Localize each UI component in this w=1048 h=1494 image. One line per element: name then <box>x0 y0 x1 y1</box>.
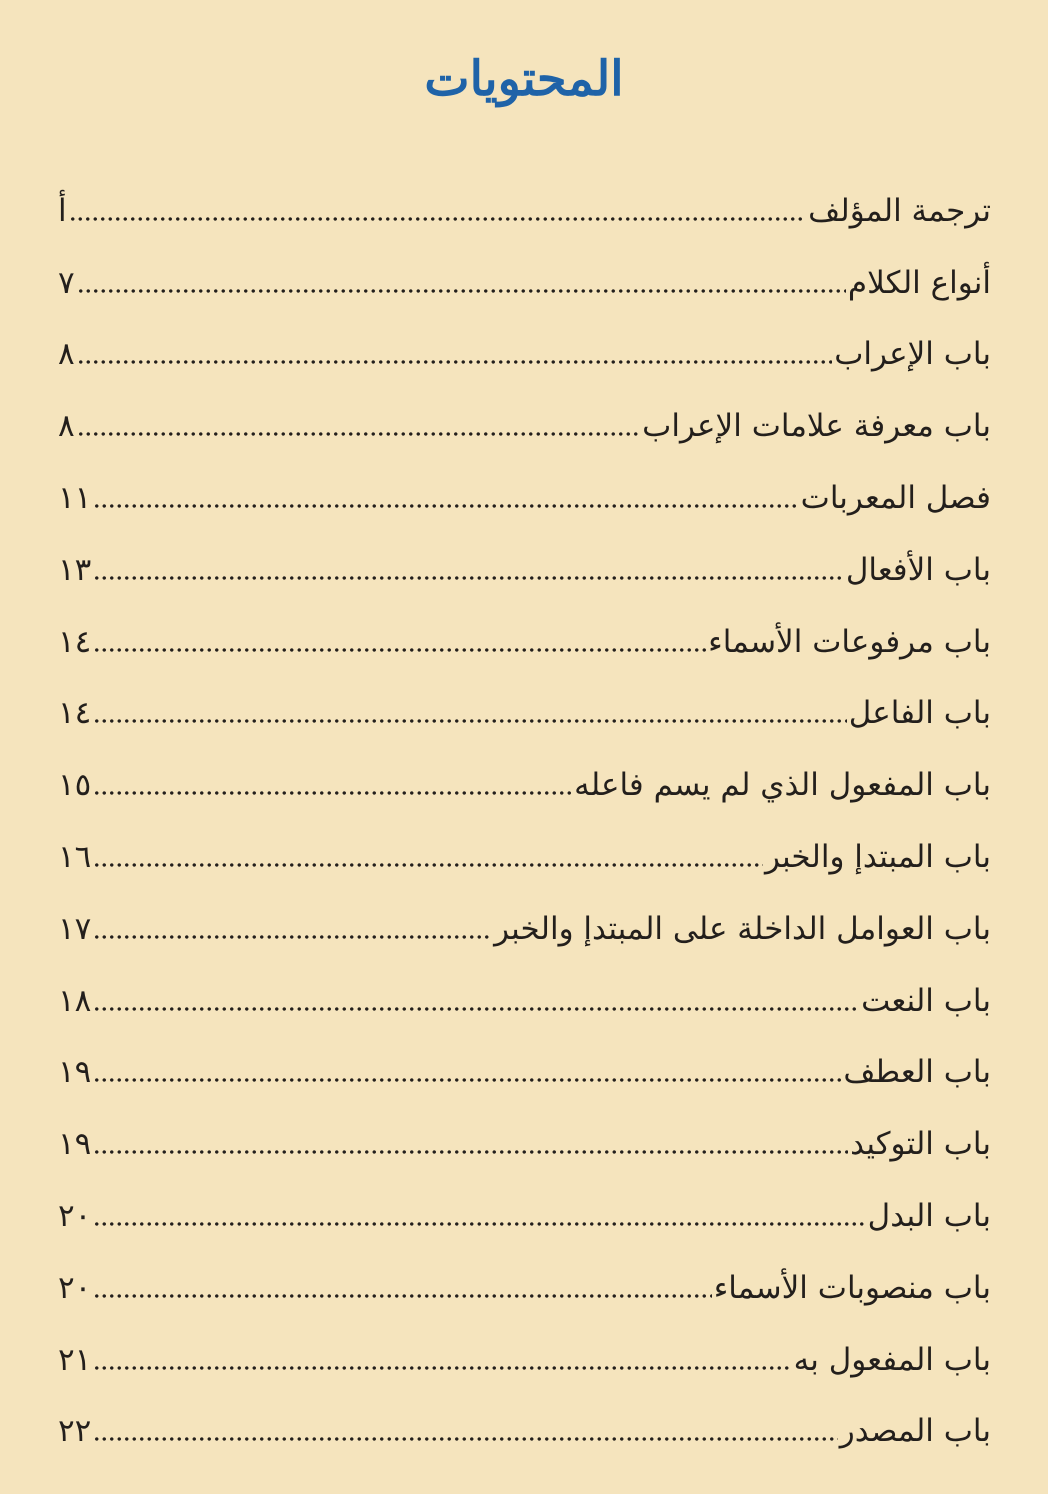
table-of-contents <box>58 175 991 1467</box>
toc-entry-page-number: ٨ <box>58 408 75 445</box>
toc-entry-page-number: ٢١ <box>58 1341 92 1378</box>
toc-entry[interactable] <box>58 319 991 391</box>
toc-entry[interactable] <box>58 390 991 462</box>
toc-entry-page-number: ٧ <box>58 264 75 301</box>
toc-entry-page-number: ١٨ <box>58 982 92 1019</box>
toc-entry-page-number: ١١ <box>58 480 92 517</box>
toc-entry[interactable] <box>58 893 991 965</box>
toc-entry-page-number: ١٣ <box>58 551 92 588</box>
toc-entry-title: باب التوكيد <box>850 1126 991 1163</box>
toc-entry[interactable] <box>58 821 991 893</box>
toc-entry-title: باب معرفة علامات الإعراب <box>642 408 991 445</box>
dot-leader <box>93 501 798 511</box>
dot-leader <box>93 932 492 942</box>
page-title: المحتويات <box>424 51 624 107</box>
dot-leader <box>93 1434 837 1444</box>
toc-entry[interactable] <box>58 1252 991 1324</box>
dot-leader <box>93 1075 841 1085</box>
toc-entry[interactable] <box>58 606 991 678</box>
dot-leader <box>77 286 846 296</box>
toc-entry-title: باب المفعول الذي لم يسم فاعله <box>574 767 991 804</box>
dot-leader <box>93 1291 711 1301</box>
toc-entry[interactable] <box>58 1037 991 1109</box>
toc-entry[interactable] <box>58 749 991 821</box>
dot-leader <box>77 357 833 367</box>
toc-entry-page-number: ٢٠ <box>58 1198 92 1235</box>
dot-leader <box>93 1147 848 1157</box>
toc-entry-title: أنواع الكلام <box>847 264 991 301</box>
toc-entry-title: باب الأفعال <box>845 551 991 588</box>
toc-entry-title: باب منصوبات الأسماء <box>713 1269 991 1306</box>
toc-entry[interactable] <box>58 1108 991 1180</box>
toc-entry[interactable] <box>58 965 991 1037</box>
toc-entry-page-number: ١٦ <box>58 839 92 876</box>
toc-entry-page-number: ١٤ <box>58 623 92 660</box>
toc-entry[interactable] <box>58 175 991 247</box>
toc-entry-title: باب مرفوعات الأسماء <box>708 623 991 660</box>
dot-leader <box>93 1004 859 1014</box>
toc-entry[interactable] <box>58 1324 991 1396</box>
toc-entry-page-number: ١٧ <box>58 910 92 947</box>
dot-leader <box>69 214 807 224</box>
dot-leader <box>93 573 844 583</box>
toc-entry-page-number: ١٥ <box>58 767 92 804</box>
toc-entry-title: باب النعت <box>861 982 991 1019</box>
dot-leader <box>93 645 706 655</box>
toc-entry-title: باب الفاعل <box>848 695 991 732</box>
toc-entry-title: باب العوامل الداخلة على المبتدإ والخبر <box>494 910 991 947</box>
toc-entry-page-number: ١٤ <box>58 695 92 732</box>
toc-entry[interactable] <box>58 462 991 534</box>
toc-entry-title: باب العطف <box>843 1054 991 1091</box>
dot-leader <box>93 1363 791 1373</box>
dot-leader <box>93 788 572 798</box>
dot-leader <box>93 860 763 870</box>
toc-entry[interactable] <box>58 1180 991 1252</box>
toc-entry-title: باب المصدر <box>839 1413 991 1450</box>
toc-entry-page-number: ٢٠ <box>58 1269 92 1306</box>
toc-entry[interactable] <box>58 678 991 750</box>
dot-leader <box>77 429 641 439</box>
toc-entry-title: باب البدل <box>867 1198 991 1235</box>
toc-entry-page-number: ١٩ <box>58 1126 92 1163</box>
toc-entry-page-number: ١٩ <box>58 1054 92 1091</box>
toc-entry-title: باب الإعراب <box>834 336 991 373</box>
toc-entry-title: باب المبتدإ والخبر <box>764 839 991 876</box>
toc-entry-page-number: ٢٢ <box>58 1413 92 1450</box>
dot-leader <box>93 1219 865 1229</box>
toc-entry-title: ترجمة المؤلف <box>808 192 991 229</box>
toc-entry[interactable] <box>58 247 991 319</box>
toc-entry[interactable] <box>58 534 991 606</box>
toc-entry-title: فصل المعربات <box>800 480 991 517</box>
toc-entry-page-number: ٨ <box>58 336 75 373</box>
toc-entry[interactable] <box>58 1396 991 1468</box>
dot-leader <box>93 716 846 726</box>
toc-entry-title: باب المفعول به <box>793 1341 991 1378</box>
toc-entry-page-number: أ <box>58 192 67 229</box>
